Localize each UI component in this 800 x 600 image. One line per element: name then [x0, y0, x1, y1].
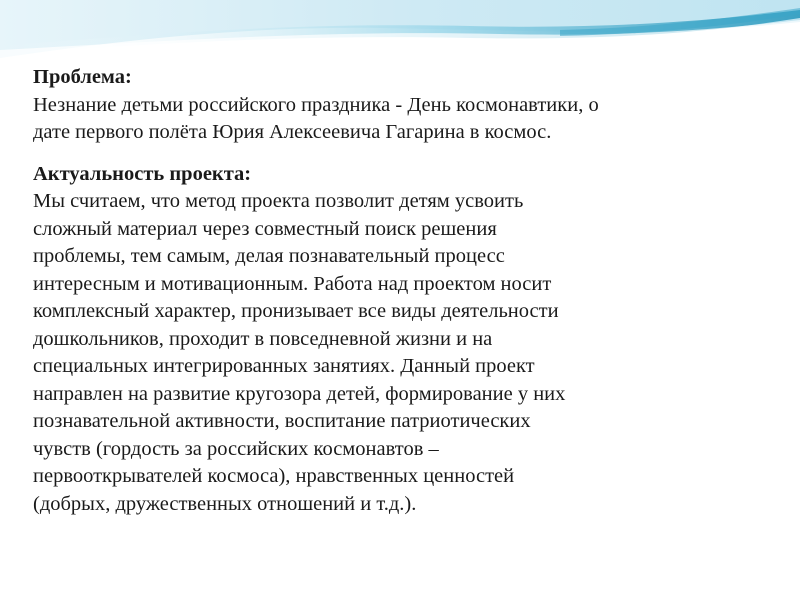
header-wave-decoration	[0, 0, 800, 70]
problem-heading: Проблема:	[33, 66, 132, 88]
slide-content	[33, 64, 783, 518]
relevance-line: (добрых, дружественных отношений и т.д.).	[33, 492, 417, 515]
relevance-line: первооткрывателей космоса), нравственных ценностей	[33, 465, 515, 487]
relevance-line: специальных интегрированных занятиях. Данный проект	[33, 355, 535, 377]
problem-section	[33, 64, 783, 147]
relevance-text	[33, 188, 783, 518]
relevance-line: Мы считаем, что метод проекта позволит детям усвоить	[33, 190, 524, 212]
problem-line: Незнание детьми российского праздника - День космонавтики, о	[33, 93, 599, 116]
problem-line: дате первого полёта Юрия Алексеевича Гагарина в космос.	[33, 121, 552, 143]
relevance-line: комплексный характер, пронизывает все виды деятельности	[33, 300, 559, 322]
relevance-line: проблемы, тем самым, делая познавательный процесс	[33, 245, 505, 267]
relevance-line: интересным и мотивационным. Работа над проектом носит	[33, 272, 552, 295]
relevance-line: направлен на развитие кругозора детей, формирование у них	[33, 382, 566, 405]
problem-text	[33, 92, 783, 147]
relevance-line: познавательной активности, воспитание патриотических	[33, 410, 531, 432]
relevance-line: чувств (гордость за российских космонавтов –	[33, 437, 439, 460]
relevance-line: дошкольников, проходит в повседневной жизни и на	[33, 327, 493, 350]
relevance-heading: Актуальность проекта:	[33, 162, 252, 185]
relevance-section	[33, 161, 783, 519]
relevance-line: сложный материал через совместный поиск решения	[33, 217, 497, 240]
